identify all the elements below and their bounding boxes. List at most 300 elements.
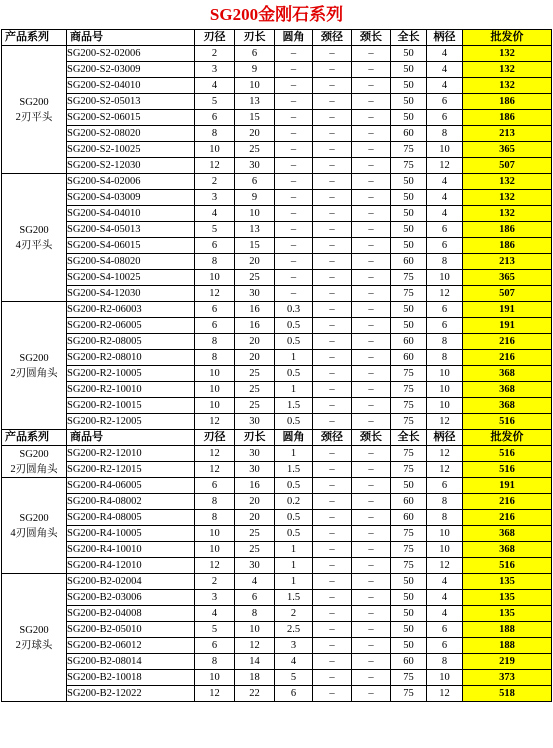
neck-length-cell: –: [352, 94, 391, 110]
wholesale-price-cell: 365: [463, 142, 552, 158]
code-cell: SG200-S2-03009: [67, 62, 195, 78]
overall-length-cell: 50: [391, 206, 427, 222]
blade-diameter-cell: 3: [195, 190, 235, 206]
blade-length-cell: 16: [235, 318, 275, 334]
table-row: [2, 142, 552, 158]
shank-diameter-cell: 6: [427, 478, 463, 494]
wholesale-price-cell: 186: [463, 110, 552, 126]
neck-diameter-cell: –: [313, 270, 352, 286]
blade-length-cell: 30: [235, 446, 275, 462]
blade-length-cell: 18: [235, 670, 275, 686]
blade-length-cell: 13: [235, 94, 275, 110]
overall-length-cell: 75: [391, 526, 427, 542]
corner-radius-cell: 1: [275, 382, 313, 398]
neck-diameter-cell: –: [313, 510, 352, 526]
wholesale-price-cell: 132: [463, 190, 552, 206]
code-cell: SG200-R4-10010: [67, 542, 195, 558]
blade-diameter-cell: 12: [195, 414, 235, 430]
blade-diameter-cell: 6: [195, 638, 235, 654]
neck-diameter-cell: –: [313, 558, 352, 574]
header-cell: 全长: [391, 430, 427, 446]
header-cell: 颈径: [313, 30, 352, 46]
shank-diameter-cell: 10: [427, 270, 463, 286]
code-cell: SG200-S2-04010: [67, 78, 195, 94]
overall-length-cell: 50: [391, 478, 427, 494]
header-cell: 全长: [391, 30, 427, 46]
overall-length-cell: 50: [391, 94, 427, 110]
blade-length-cell: 8: [235, 606, 275, 622]
code-cell: SG200-R2-08005: [67, 334, 195, 350]
overall-length-cell: 50: [391, 62, 427, 78]
corner-radius-cell: 1.5: [275, 398, 313, 414]
overall-length-cell: 50: [391, 318, 427, 334]
blade-diameter-cell: 5: [195, 222, 235, 238]
table-row: [2, 78, 552, 94]
blade-length-cell: 25: [235, 398, 275, 414]
wholesale-price-cell: 518: [463, 686, 552, 702]
code-cell: SG200-S2-06015: [67, 110, 195, 126]
header-cell: 圆角: [275, 430, 313, 446]
overall-length-cell: 50: [391, 190, 427, 206]
overall-length-cell: 60: [391, 350, 427, 366]
code-cell: SG200-S2-12030: [67, 158, 195, 174]
blade-diameter-cell: 6: [195, 318, 235, 334]
overall-length-cell: 50: [391, 574, 427, 590]
code-cell: SG200-R2-10005: [67, 366, 195, 382]
series-label: 2刃平头: [15, 111, 53, 123]
corner-radius-cell: –: [275, 190, 313, 206]
wholesale-price-cell: 216: [463, 510, 552, 526]
overall-length-cell: 50: [391, 606, 427, 622]
corner-radius-cell: 2: [275, 606, 313, 622]
wholesale-price-cell: 191: [463, 478, 552, 494]
overall-length-cell: 75: [391, 158, 427, 174]
header-row: [2, 430, 552, 446]
blade-diameter-cell: 6: [195, 478, 235, 494]
code-cell: SG200-B2-05010: [67, 622, 195, 638]
code-cell: SG200-S4-10025: [67, 270, 195, 286]
blade-diameter-cell: 5: [195, 622, 235, 638]
shank-diameter-cell: 6: [427, 638, 463, 654]
header-cell: 颈长: [352, 430, 391, 446]
wholesale-price-cell: 216: [463, 494, 552, 510]
neck-diameter-cell: –: [313, 190, 352, 206]
shank-diameter-cell: 8: [427, 350, 463, 366]
blade-diameter-cell: 12: [195, 686, 235, 702]
corner-radius-cell: 0.5: [275, 510, 313, 526]
code-cell: SG200-B2-10018: [67, 670, 195, 686]
shank-diameter-cell: 10: [427, 542, 463, 558]
neck-diameter-cell: –: [313, 94, 352, 110]
code-cell: SG200-B2-08014: [67, 654, 195, 670]
overall-length-cell: 75: [391, 670, 427, 686]
neck-diameter-cell: –: [313, 654, 352, 670]
neck-diameter-cell: –: [313, 206, 352, 222]
corner-radius-cell: 1: [275, 574, 313, 590]
table-row: [2, 654, 552, 670]
neck-length-cell: –: [352, 606, 391, 622]
neck-length-cell: –: [352, 142, 391, 158]
header-cell: 产品系列: [2, 30, 67, 46]
neck-length-cell: –: [352, 670, 391, 686]
header-cell: 批发价: [463, 430, 552, 446]
neck-diameter-cell: –: [313, 254, 352, 270]
blade-length-cell: 10: [235, 622, 275, 638]
blade-length-cell: 30: [235, 158, 275, 174]
corner-radius-cell: 0.5: [275, 318, 313, 334]
header-cell: 柄径: [427, 30, 463, 46]
wholesale-price-cell: 132: [463, 78, 552, 94]
table-row: [2, 414, 552, 430]
shank-diameter-cell: 12: [427, 462, 463, 478]
table-row: [2, 622, 552, 638]
code-cell: SG200-B2-02004: [67, 574, 195, 590]
shank-diameter-cell: 12: [427, 158, 463, 174]
neck-length-cell: –: [352, 286, 391, 302]
overall-length-cell: 75: [391, 286, 427, 302]
wholesale-price-cell: 368: [463, 382, 552, 398]
blade-length-cell: 10: [235, 206, 275, 222]
blade-length-cell: 6: [235, 174, 275, 190]
neck-length-cell: –: [352, 622, 391, 638]
neck-diameter-cell: –: [313, 414, 352, 430]
series-label: SG200: [19, 224, 49, 236]
wholesale-price-cell: 368: [463, 366, 552, 382]
code-cell: SG200-R2-12015: [67, 462, 195, 478]
series-cell: [2, 46, 67, 174]
blade-length-cell: 20: [235, 510, 275, 526]
blade-length-cell: 25: [235, 526, 275, 542]
wholesale-price-cell: 516: [463, 462, 552, 478]
neck-length-cell: –: [352, 46, 391, 62]
table-row: [2, 270, 552, 286]
neck-diameter-cell: –: [313, 126, 352, 142]
neck-length-cell: –: [352, 110, 391, 126]
table-row: [2, 254, 552, 270]
shank-diameter-cell: 6: [427, 222, 463, 238]
blade-length-cell: 15: [235, 110, 275, 126]
neck-diameter-cell: –: [313, 142, 352, 158]
wholesale-price-cell: 132: [463, 174, 552, 190]
table-row: [2, 334, 552, 350]
blade-diameter-cell: 10: [195, 670, 235, 686]
blade-length-cell: 30: [235, 414, 275, 430]
blade-length-cell: 20: [235, 126, 275, 142]
header-cell: 刃径: [195, 430, 235, 446]
shank-diameter-cell: 8: [427, 334, 463, 350]
blade-diameter-cell: 5: [195, 94, 235, 110]
neck-diameter-cell: –: [313, 222, 352, 238]
wholesale-price-cell: 368: [463, 542, 552, 558]
shank-diameter-cell: 8: [427, 494, 463, 510]
blade-length-cell: 6: [235, 590, 275, 606]
wholesale-price-cell: 132: [463, 206, 552, 222]
header-cell: 商品号: [67, 430, 195, 446]
table-row: [2, 158, 552, 174]
neck-length-cell: –: [352, 270, 391, 286]
shank-diameter-cell: 6: [427, 318, 463, 334]
table-row: [2, 446, 552, 462]
neck-length-cell: –: [352, 174, 391, 190]
code-cell: SG200-R2-10015: [67, 398, 195, 414]
table-row: [2, 286, 552, 302]
neck-diameter-cell: –: [313, 478, 352, 494]
shank-diameter-cell: 6: [427, 238, 463, 254]
table-row: [2, 318, 552, 334]
wholesale-price-cell: 135: [463, 590, 552, 606]
corner-radius-cell: –: [275, 254, 313, 270]
overall-length-cell: 75: [391, 142, 427, 158]
wholesale-price-cell: 191: [463, 318, 552, 334]
blade-diameter-cell: 8: [195, 350, 235, 366]
blade-diameter-cell: 10: [195, 366, 235, 382]
neck-length-cell: –: [352, 574, 391, 590]
neck-length-cell: –: [352, 254, 391, 270]
shank-diameter-cell: 10: [427, 398, 463, 414]
series-label: 4刃圆角头: [10, 527, 58, 539]
code-cell: SG200-B2-04008: [67, 606, 195, 622]
code-cell: SG200-B2-06012: [67, 638, 195, 654]
corner-radius-cell: 1: [275, 558, 313, 574]
header-cell: 柄径: [427, 430, 463, 446]
series-cell: [2, 574, 67, 702]
blade-diameter-cell: 12: [195, 286, 235, 302]
header-cell: 刃长: [235, 430, 275, 446]
blade-length-cell: 30: [235, 462, 275, 478]
code-cell: SG200-R2-12005: [67, 414, 195, 430]
overall-length-cell: 75: [391, 558, 427, 574]
corner-radius-cell: 4: [275, 654, 313, 670]
shank-diameter-cell: 4: [427, 62, 463, 78]
blade-diameter-cell: 8: [195, 334, 235, 350]
table-row: [2, 238, 552, 254]
overall-length-cell: 50: [391, 46, 427, 62]
table-row: [2, 590, 552, 606]
shank-diameter-cell: 8: [427, 254, 463, 270]
corner-radius-cell: –: [275, 46, 313, 62]
neck-length-cell: –: [352, 222, 391, 238]
wholesale-price-cell: 132: [463, 62, 552, 78]
wholesale-price-cell: 135: [463, 574, 552, 590]
shank-diameter-cell: 4: [427, 574, 463, 590]
table-row: [2, 638, 552, 654]
neck-diameter-cell: –: [313, 590, 352, 606]
shank-diameter-cell: 6: [427, 94, 463, 110]
table-row: [2, 462, 552, 478]
neck-length-cell: –: [352, 206, 391, 222]
neck-diameter-cell: –: [313, 526, 352, 542]
series-label: 2刃球头: [15, 639, 53, 651]
wholesale-price-cell: 186: [463, 222, 552, 238]
corner-radius-cell: 0.2: [275, 494, 313, 510]
wholesale-price-cell: 365: [463, 270, 552, 286]
shank-diameter-cell: 4: [427, 78, 463, 94]
wholesale-price-cell: 368: [463, 398, 552, 414]
blade-length-cell: 10: [235, 78, 275, 94]
header-cell: 颈长: [352, 30, 391, 46]
neck-diameter-cell: –: [313, 334, 352, 350]
corner-radius-cell: 0.5: [275, 366, 313, 382]
neck-length-cell: –: [352, 158, 391, 174]
neck-diameter-cell: –: [313, 638, 352, 654]
shank-diameter-cell: 6: [427, 110, 463, 126]
blade-diameter-cell: 2: [195, 46, 235, 62]
table-row: [2, 302, 552, 318]
series-label: SG200: [19, 512, 49, 524]
header-cell: 颈径: [313, 430, 352, 446]
header-cell: 商品号: [67, 30, 195, 46]
wholesale-price-cell: 516: [463, 558, 552, 574]
code-cell: SG200-R4-06005: [67, 478, 195, 494]
corner-radius-cell: 1.5: [275, 590, 313, 606]
neck-length-cell: –: [352, 62, 391, 78]
sheet-title: SG200金刚石系列: [209, 5, 344, 24]
shank-diameter-cell: 8: [427, 654, 463, 670]
shank-diameter-cell: 4: [427, 590, 463, 606]
neck-length-cell: –: [352, 78, 391, 94]
blade-length-cell: 9: [235, 62, 275, 78]
blade-length-cell: 30: [235, 286, 275, 302]
corner-radius-cell: 0.3: [275, 302, 313, 318]
code-cell: SG200-R2-10010: [67, 382, 195, 398]
series-label: SG200: [19, 352, 49, 364]
code-cell: SG200-S4-03009: [67, 190, 195, 206]
neck-length-cell: –: [352, 366, 391, 382]
wholesale-price-cell: 132: [463, 46, 552, 62]
shank-diameter-cell: 4: [427, 174, 463, 190]
blade-length-cell: 25: [235, 142, 275, 158]
neck-length-cell: –: [352, 686, 391, 702]
blade-length-cell: 20: [235, 254, 275, 270]
neck-length-cell: –: [352, 398, 391, 414]
header-row: [2, 30, 552, 46]
shank-diameter-cell: 6: [427, 302, 463, 318]
wholesale-price-cell: 368: [463, 526, 552, 542]
corner-radius-cell: 3: [275, 638, 313, 654]
neck-length-cell: –: [352, 654, 391, 670]
wholesale-price-cell: 213: [463, 126, 552, 142]
price-table-body: [2, 30, 552, 702]
neck-length-cell: –: [352, 558, 391, 574]
code-cell: SG200-R4-08005: [67, 510, 195, 526]
overall-length-cell: 75: [391, 462, 427, 478]
shank-diameter-cell: 10: [427, 670, 463, 686]
neck-diameter-cell: –: [313, 574, 352, 590]
shank-diameter-cell: 8: [427, 510, 463, 526]
code-cell: SG200-R2-12010: [67, 446, 195, 462]
blade-diameter-cell: 10: [195, 398, 235, 414]
neck-diameter-cell: –: [313, 446, 352, 462]
table-row: [2, 94, 552, 110]
overall-length-cell: 75: [391, 398, 427, 414]
shank-diameter-cell: 12: [427, 414, 463, 430]
header-cell: 批发价: [463, 30, 552, 46]
blade-length-cell: 25: [235, 270, 275, 286]
neck-diameter-cell: –: [313, 606, 352, 622]
blade-length-cell: 20: [235, 334, 275, 350]
overall-length-cell: 60: [391, 654, 427, 670]
code-cell: SG200-S4-04010: [67, 206, 195, 222]
blade-diameter-cell: 10: [195, 270, 235, 286]
shank-diameter-cell: 10: [427, 142, 463, 158]
overall-length-cell: 50: [391, 222, 427, 238]
code-cell: SG200-S4-06015: [67, 238, 195, 254]
corner-radius-cell: –: [275, 270, 313, 286]
code-cell: SG200-S2-05013: [67, 94, 195, 110]
series-cell: [2, 302, 67, 430]
blade-length-cell: 14: [235, 654, 275, 670]
neck-length-cell: –: [352, 318, 391, 334]
table-row: [2, 510, 552, 526]
overall-length-cell: 60: [391, 126, 427, 142]
corner-radius-cell: –: [275, 126, 313, 142]
corner-radius-cell: –: [275, 222, 313, 238]
series-label: SG200: [19, 96, 49, 108]
neck-length-cell: –: [352, 238, 391, 254]
neck-diameter-cell: –: [313, 46, 352, 62]
table-row: [2, 62, 552, 78]
code-cell: SG200-R2-06003: [67, 302, 195, 318]
corner-radius-cell: 6: [275, 686, 313, 702]
blade-length-cell: 12: [235, 638, 275, 654]
wholesale-price-cell: 516: [463, 414, 552, 430]
neck-diameter-cell: –: [313, 542, 352, 558]
neck-length-cell: –: [352, 510, 391, 526]
neck-diameter-cell: –: [313, 350, 352, 366]
series-cell: [2, 478, 67, 574]
blade-diameter-cell: 6: [195, 302, 235, 318]
overall-length-cell: 75: [391, 366, 427, 382]
wholesale-price-cell: 186: [463, 238, 552, 254]
blade-diameter-cell: 12: [195, 558, 235, 574]
neck-length-cell: –: [352, 382, 391, 398]
corner-radius-cell: 1: [275, 350, 313, 366]
shank-diameter-cell: 10: [427, 526, 463, 542]
neck-diameter-cell: –: [313, 318, 352, 334]
corner-radius-cell: 5: [275, 670, 313, 686]
corner-radius-cell: 1.5: [275, 462, 313, 478]
table-row: [2, 110, 552, 126]
neck-diameter-cell: –: [313, 398, 352, 414]
code-cell: SG200-S2-10025: [67, 142, 195, 158]
blade-diameter-cell: 10: [195, 142, 235, 158]
overall-length-cell: 50: [391, 78, 427, 94]
shank-diameter-cell: 10: [427, 366, 463, 382]
code-cell: SG200-S4-12030: [67, 286, 195, 302]
series-cell: [2, 174, 67, 302]
price-table: [1, 29, 552, 702]
overall-length-cell: 50: [391, 238, 427, 254]
table-row: [2, 366, 552, 382]
wholesale-price-cell: 373: [463, 670, 552, 686]
table-row: [2, 206, 552, 222]
neck-diameter-cell: –: [313, 110, 352, 126]
neck-diameter-cell: –: [313, 286, 352, 302]
table-row: [2, 494, 552, 510]
code-cell: SG200-R2-06005: [67, 318, 195, 334]
table-row: [2, 46, 552, 62]
corner-radius-cell: –: [275, 174, 313, 190]
neck-length-cell: –: [352, 446, 391, 462]
overall-length-cell: 75: [391, 542, 427, 558]
neck-diameter-cell: –: [313, 238, 352, 254]
shank-diameter-cell: 12: [427, 446, 463, 462]
blade-length-cell: 9: [235, 190, 275, 206]
shank-diameter-cell: 8: [427, 126, 463, 142]
table-row: [2, 670, 552, 686]
blade-length-cell: 15: [235, 238, 275, 254]
corner-radius-cell: 0.5: [275, 526, 313, 542]
